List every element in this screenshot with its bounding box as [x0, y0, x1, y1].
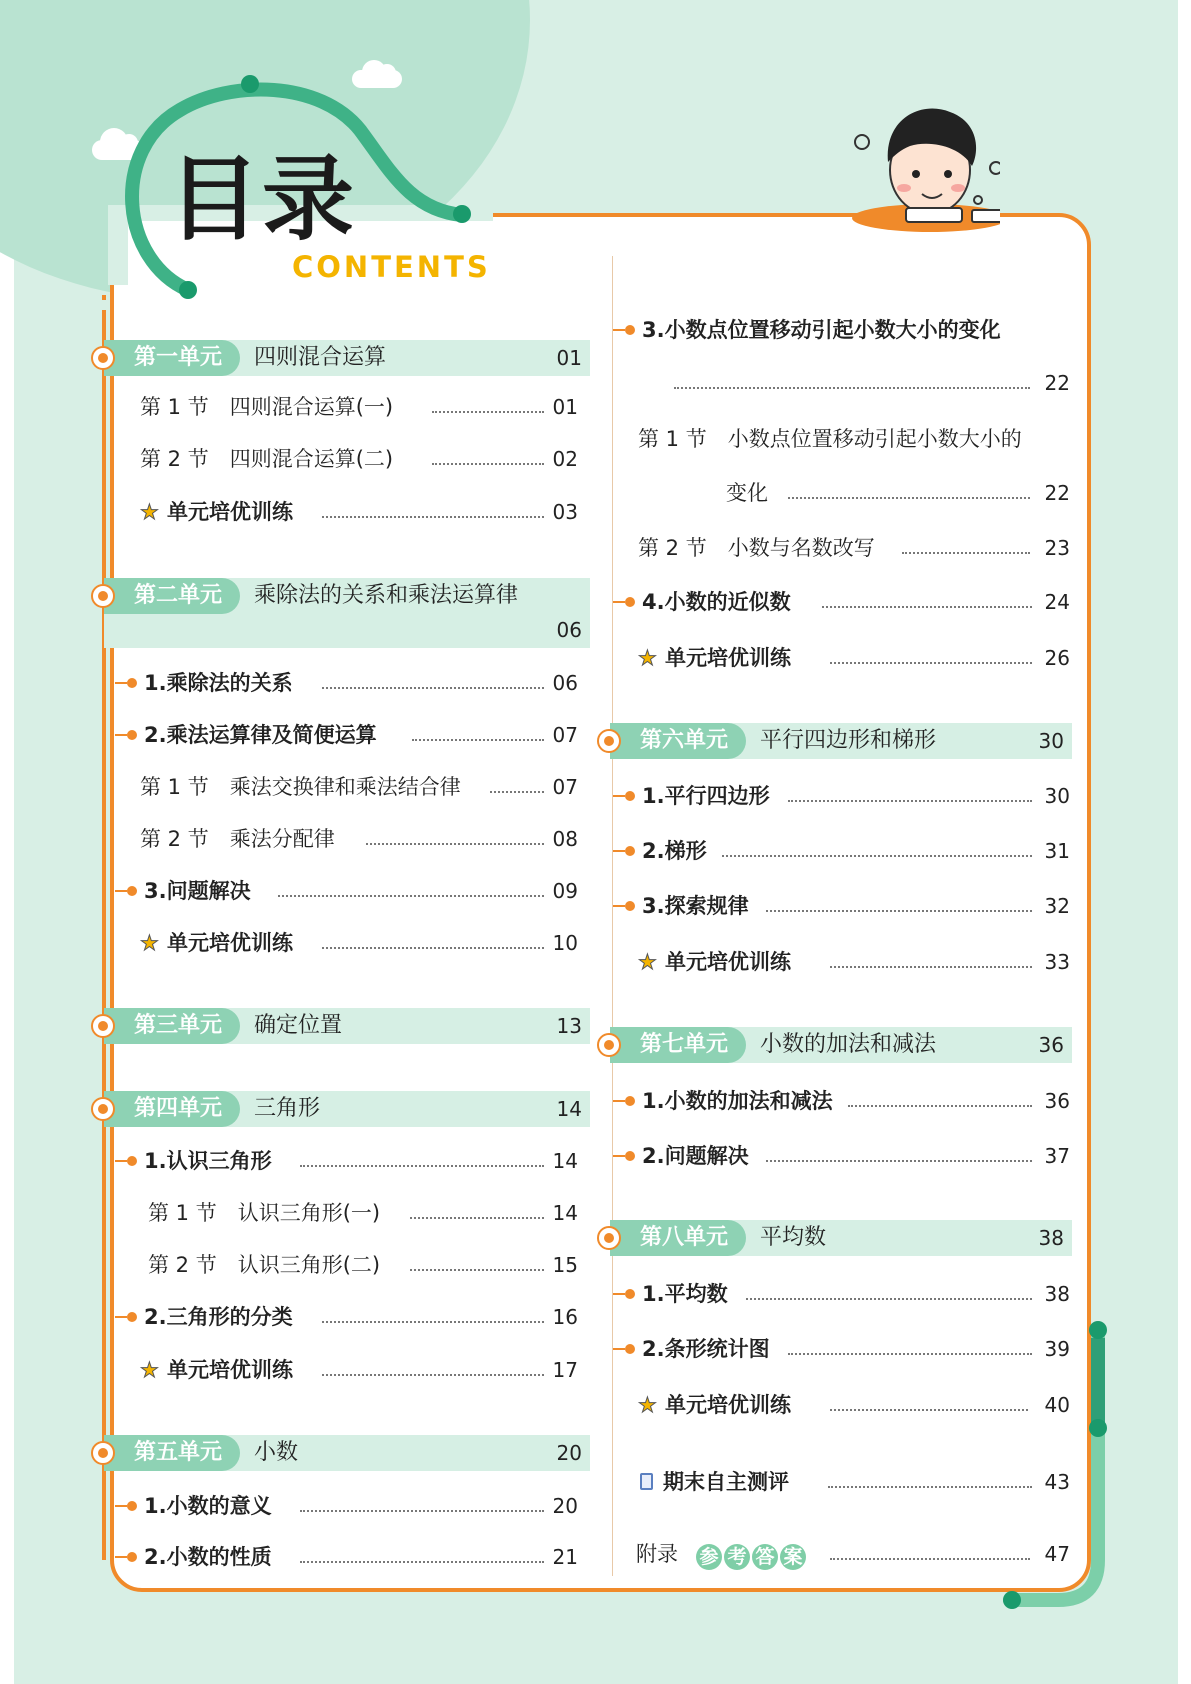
entry-label: 第 1 节 乘法交换律和乘法结合律 — [140, 775, 461, 799]
entry-label: 1.平行四边形 — [642, 784, 770, 808]
toc-entry-training[interactable] — [638, 1390, 1070, 1420]
orange-dot-icon — [127, 678, 137, 688]
orange-dot-icon — [127, 1312, 137, 1322]
entry-page: 03 — [552, 500, 578, 524]
entry-page: 22 — [1044, 371, 1070, 395]
toc-entry[interactable] — [144, 1302, 578, 1332]
toc-entry-appendix[interactable] — [636, 1539, 1070, 1569]
toc-entry[interactable] — [144, 876, 578, 906]
orange-dot-icon — [625, 846, 635, 856]
answer-chip: 案 — [780, 1544, 806, 1570]
entry-page: 15 — [552, 1253, 578, 1277]
unit-6-header[interactable] — [610, 723, 1072, 759]
unit-2-header[interactable] — [104, 578, 590, 648]
ring-dot-icon — [597, 729, 621, 753]
entry-page: 14 — [552, 1149, 578, 1173]
ring-dot-icon — [597, 1033, 621, 1057]
entry-page: 26 — [1044, 646, 1070, 670]
entry-page: 01 — [552, 395, 578, 419]
entry-page: 10 — [552, 931, 578, 955]
orange-dot-icon — [625, 1096, 635, 1106]
entry-page: 14 — [552, 1201, 578, 1225]
entry-page: 08 — [552, 827, 578, 851]
entry-label: 1.认识三角形 — [144, 1149, 272, 1173]
unit-5-header[interactable] — [104, 1435, 590, 1471]
star-icon: ★ — [140, 1358, 159, 1382]
toc-entry[interactable] — [642, 1279, 1070, 1309]
toc-entry[interactable] — [144, 720, 578, 750]
toc-entry-final[interactable] — [638, 1467, 1070, 1497]
entry-page: 20 — [552, 1494, 578, 1518]
unit-tag: 第五单元 — [104, 1435, 240, 1471]
unit-title: 乘除法的关系和乘法运算律 — [254, 583, 519, 608]
entry-label: 1.小数的意义 — [144, 1494, 272, 1518]
leader-dots — [766, 910, 1032, 912]
entry-label: 期末自主测评 — [663, 1470, 789, 1494]
unit-page-number: 38 — [1038, 1226, 1064, 1250]
leader-dots — [432, 463, 544, 465]
toc-entry-continuation[interactable] — [674, 368, 1070, 398]
answer-chip: 答 — [752, 1544, 778, 1570]
unit-tag: 第七单元 — [610, 1027, 746, 1063]
unit-4-header[interactable] — [104, 1091, 590, 1127]
unit-title: 四则混合运算 — [254, 345, 387, 370]
unit-title: 确定位置 — [254, 1013, 343, 1038]
entry-label: 2.小数的性质 — [144, 1545, 272, 1569]
unit-8-header[interactable] — [610, 1220, 1072, 1256]
leader-dots — [830, 1558, 1030, 1560]
toc-entry[interactable] — [642, 1334, 1070, 1364]
unit-page-number: 36 — [1038, 1033, 1064, 1057]
unit-1-header[interactable] — [104, 340, 590, 376]
entry-label: 3.小数点位置移动引起小数大小的变化 — [642, 318, 1001, 342]
leader-dots — [412, 739, 544, 741]
toc-entry[interactable] — [140, 392, 578, 422]
toc-entry[interactable] — [638, 424, 1070, 454]
entry-label: 第 1 节 小数点位置移动引起小数大小的 — [638, 427, 1022, 451]
entry-page: 02 — [552, 447, 578, 471]
leader-dots — [300, 1510, 544, 1512]
leader-dots — [722, 855, 1032, 857]
entry-page: 32 — [1044, 894, 1070, 918]
unit-3-header[interactable] — [104, 1008, 590, 1044]
entry-label: 2.条形统计图 — [642, 1337, 770, 1361]
toc-entry[interactable] — [642, 1141, 1070, 1171]
entry-label: 单元培优训练 — [167, 1358, 293, 1382]
toc-entry[interactable] — [638, 533, 1070, 563]
toc-entry[interactable] — [140, 772, 578, 802]
entry-label: 2.乘法运算律及简便运算 — [144, 723, 377, 747]
unit-title: 三角形 — [254, 1096, 321, 1121]
entry-label: 第 1 节 认识三角形(一) — [148, 1201, 381, 1225]
entry-page: 07 — [552, 723, 578, 747]
unit-tag: 第八单元 — [610, 1220, 746, 1256]
leader-dots — [788, 800, 1032, 802]
entry-page: 24 — [1044, 590, 1070, 614]
entry-page: 09 — [552, 879, 578, 903]
unit-7-header[interactable] — [610, 1027, 1072, 1063]
leader-dots — [848, 1105, 1032, 1107]
orange-dot-icon — [127, 886, 137, 896]
orange-dot-icon — [127, 1156, 137, 1166]
entry-label: 单元培优训练 — [665, 646, 791, 670]
unit-title: 平均数 — [760, 1225, 827, 1250]
unit-title: 平行四边形和梯形 — [760, 728, 937, 753]
toc-entry[interactable] — [148, 1250, 578, 1280]
ring-dot-icon — [91, 1097, 115, 1121]
ring-dot-icon — [91, 1441, 115, 1465]
orange-dot-icon — [625, 325, 635, 335]
answer-chips — [696, 1541, 808, 1571]
toc-entry-training[interactable] — [140, 928, 578, 958]
orange-dot-icon — [625, 597, 635, 607]
leader-dots — [830, 662, 1032, 664]
leader-dots — [828, 1486, 1032, 1488]
entry-page: 06 — [552, 671, 578, 695]
orange-dot-icon — [625, 1151, 635, 1161]
entry-page: 17 — [552, 1358, 578, 1382]
star-icon: ★ — [140, 931, 159, 955]
answer-chip: 考 — [724, 1544, 750, 1570]
entry-label: 1.乘除法的关系 — [144, 671, 293, 695]
column-divider — [612, 256, 613, 1576]
leader-dots — [322, 516, 544, 518]
ring-dot-icon — [91, 346, 115, 370]
toc-entry-continuation[interactable] — [726, 478, 1070, 508]
entry-label: 2.三角形的分类 — [144, 1305, 293, 1329]
entry-page: 16 — [552, 1305, 578, 1329]
unit-page-number: 06 — [556, 618, 582, 642]
entry-page: 47 — [1044, 1542, 1070, 1566]
entry-label: 2.梯形 — [642, 839, 707, 863]
toc-entry[interactable] — [140, 824, 578, 854]
toc-entry-training[interactable] — [638, 947, 1070, 977]
leader-dots — [322, 1374, 544, 1376]
unit-title: 小数的加法和减法 — [760, 1032, 937, 1057]
toc-entry[interactable] — [148, 1198, 578, 1228]
entry-label: 1.平均数 — [642, 1282, 728, 1306]
entry-label: 1.小数的加法和减法 — [642, 1089, 833, 1113]
toc-entry[interactable] — [144, 1542, 578, 1572]
page-subtitle: CONTENTS — [292, 250, 491, 284]
unit-page-number: 20 — [556, 1441, 582, 1465]
entry-label-continuation: 变化 — [726, 481, 768, 505]
toc-entry-training[interactable] — [140, 1355, 578, 1385]
leader-dots — [432, 411, 544, 413]
toc-entry[interactable] — [144, 1146, 578, 1176]
unit-title: 小数 — [254, 1440, 299, 1465]
ring-dot-icon — [91, 584, 115, 608]
toc-entry[interactable] — [642, 587, 1070, 617]
entry-label: 第 2 节 乘法分配律 — [140, 827, 335, 851]
star-icon: ★ — [638, 950, 657, 974]
unit-tag: 第四单元 — [104, 1091, 240, 1127]
leader-dots — [322, 687, 544, 689]
leader-dots — [746, 1298, 1032, 1300]
entry-page: 07 — [552, 775, 578, 799]
entry-label: 2.问题解决 — [642, 1144, 749, 1168]
entry-label: 3.探索规律 — [642, 894, 749, 918]
orange-dot-icon — [127, 730, 137, 740]
entry-page: 33 — [1044, 950, 1070, 974]
toc-entry[interactable] — [642, 1086, 1070, 1116]
entry-page: 36 — [1044, 1089, 1070, 1113]
entry-page: 38 — [1044, 1282, 1070, 1306]
entry-page: 31 — [1044, 839, 1070, 863]
unit-page-number: 14 — [556, 1097, 582, 1121]
leader-dots — [766, 1160, 1032, 1162]
book-icon — [640, 1473, 653, 1490]
leader-dots — [410, 1269, 544, 1271]
leader-dots — [830, 966, 1032, 968]
entry-label: 第 2 节 四则混合运算(二) — [140, 447, 394, 471]
leader-dots — [822, 606, 1032, 608]
entry-label: 附录 — [636, 1542, 678, 1566]
leader-dots — [278, 895, 544, 897]
entry-page: 40 — [1044, 1393, 1070, 1417]
entry-label: 单元培优训练 — [665, 950, 791, 974]
entry-label: 单元培优训练 — [167, 931, 293, 955]
entry-label: 4.小数的近似数 — [642, 590, 791, 614]
entry-page: 21 — [552, 1545, 578, 1569]
toc-entry[interactable] — [144, 1491, 578, 1521]
toc-entry-training[interactable] — [140, 497, 578, 527]
toc-entry[interactable] — [144, 668, 578, 698]
orange-dot-icon — [127, 1501, 137, 1511]
orange-dot-icon — [625, 791, 635, 801]
page-title: 目录 — [168, 146, 357, 253]
leader-dots — [410, 1217, 544, 1219]
toc-entry-training[interactable] — [638, 643, 1070, 673]
entry-label: 第 2 节 小数与名数改写 — [638, 536, 875, 560]
leader-dots — [788, 1353, 1032, 1355]
leader-dots — [490, 791, 544, 793]
entry-page: 39 — [1044, 1337, 1070, 1361]
leader-dots — [300, 1561, 544, 1563]
leader-dots — [674, 387, 1030, 389]
toc-entry[interactable] — [642, 781, 1070, 811]
unit-page-number: 13 — [556, 1014, 582, 1038]
orange-dot-icon — [127, 1552, 137, 1562]
leader-dots — [902, 552, 1030, 554]
toc-entry[interactable] — [642, 891, 1070, 921]
star-icon: ★ — [638, 646, 657, 670]
leader-dots — [300, 1165, 544, 1167]
unit-page-number: 01 — [556, 346, 582, 370]
leader-dots — [322, 1321, 544, 1323]
orange-dot-icon — [625, 901, 635, 911]
leader-dots — [322, 947, 544, 949]
entry-label: 第 1 节 四则混合运算(一) — [140, 395, 394, 419]
toc-entry[interactable] — [642, 315, 1070, 345]
unit-tag: 第六单元 — [610, 723, 746, 759]
entry-page: 22 — [1044, 481, 1070, 505]
unit-page-number: 30 — [1038, 729, 1064, 753]
entry-label: 单元培优训练 — [665, 1393, 791, 1417]
orange-dot-icon — [625, 1344, 635, 1354]
ring-dot-icon — [597, 1226, 621, 1250]
star-icon: ★ — [140, 500, 159, 524]
star-icon: ★ — [638, 1393, 657, 1417]
leader-dots — [830, 1409, 1028, 1411]
entry-page: 30 — [1044, 784, 1070, 808]
orange-dot-icon — [625, 1289, 635, 1299]
entry-label: 单元培优训练 — [167, 500, 293, 524]
entry-label: 第 2 节 认识三角形(二) — [148, 1253, 381, 1277]
toc-entry[interactable] — [642, 836, 1070, 866]
unit-tag: 第三单元 — [104, 1008, 240, 1044]
entry-label: 3.问题解决 — [144, 879, 251, 903]
answer-chip: 参 — [696, 1544, 722, 1570]
entry-page: 43 — [1044, 1470, 1070, 1494]
toc-entry[interactable] — [140, 444, 578, 474]
entry-page: 37 — [1044, 1144, 1070, 1168]
unit-tag: 第二单元 — [104, 578, 240, 614]
leader-dots — [366, 843, 544, 845]
entry-page: 23 — [1044, 536, 1070, 560]
leader-dots — [788, 497, 1030, 499]
boy-mascot-illustration — [800, 100, 1000, 240]
ring-dot-icon — [91, 1014, 115, 1038]
unit-tag: 第一单元 — [104, 340, 240, 376]
